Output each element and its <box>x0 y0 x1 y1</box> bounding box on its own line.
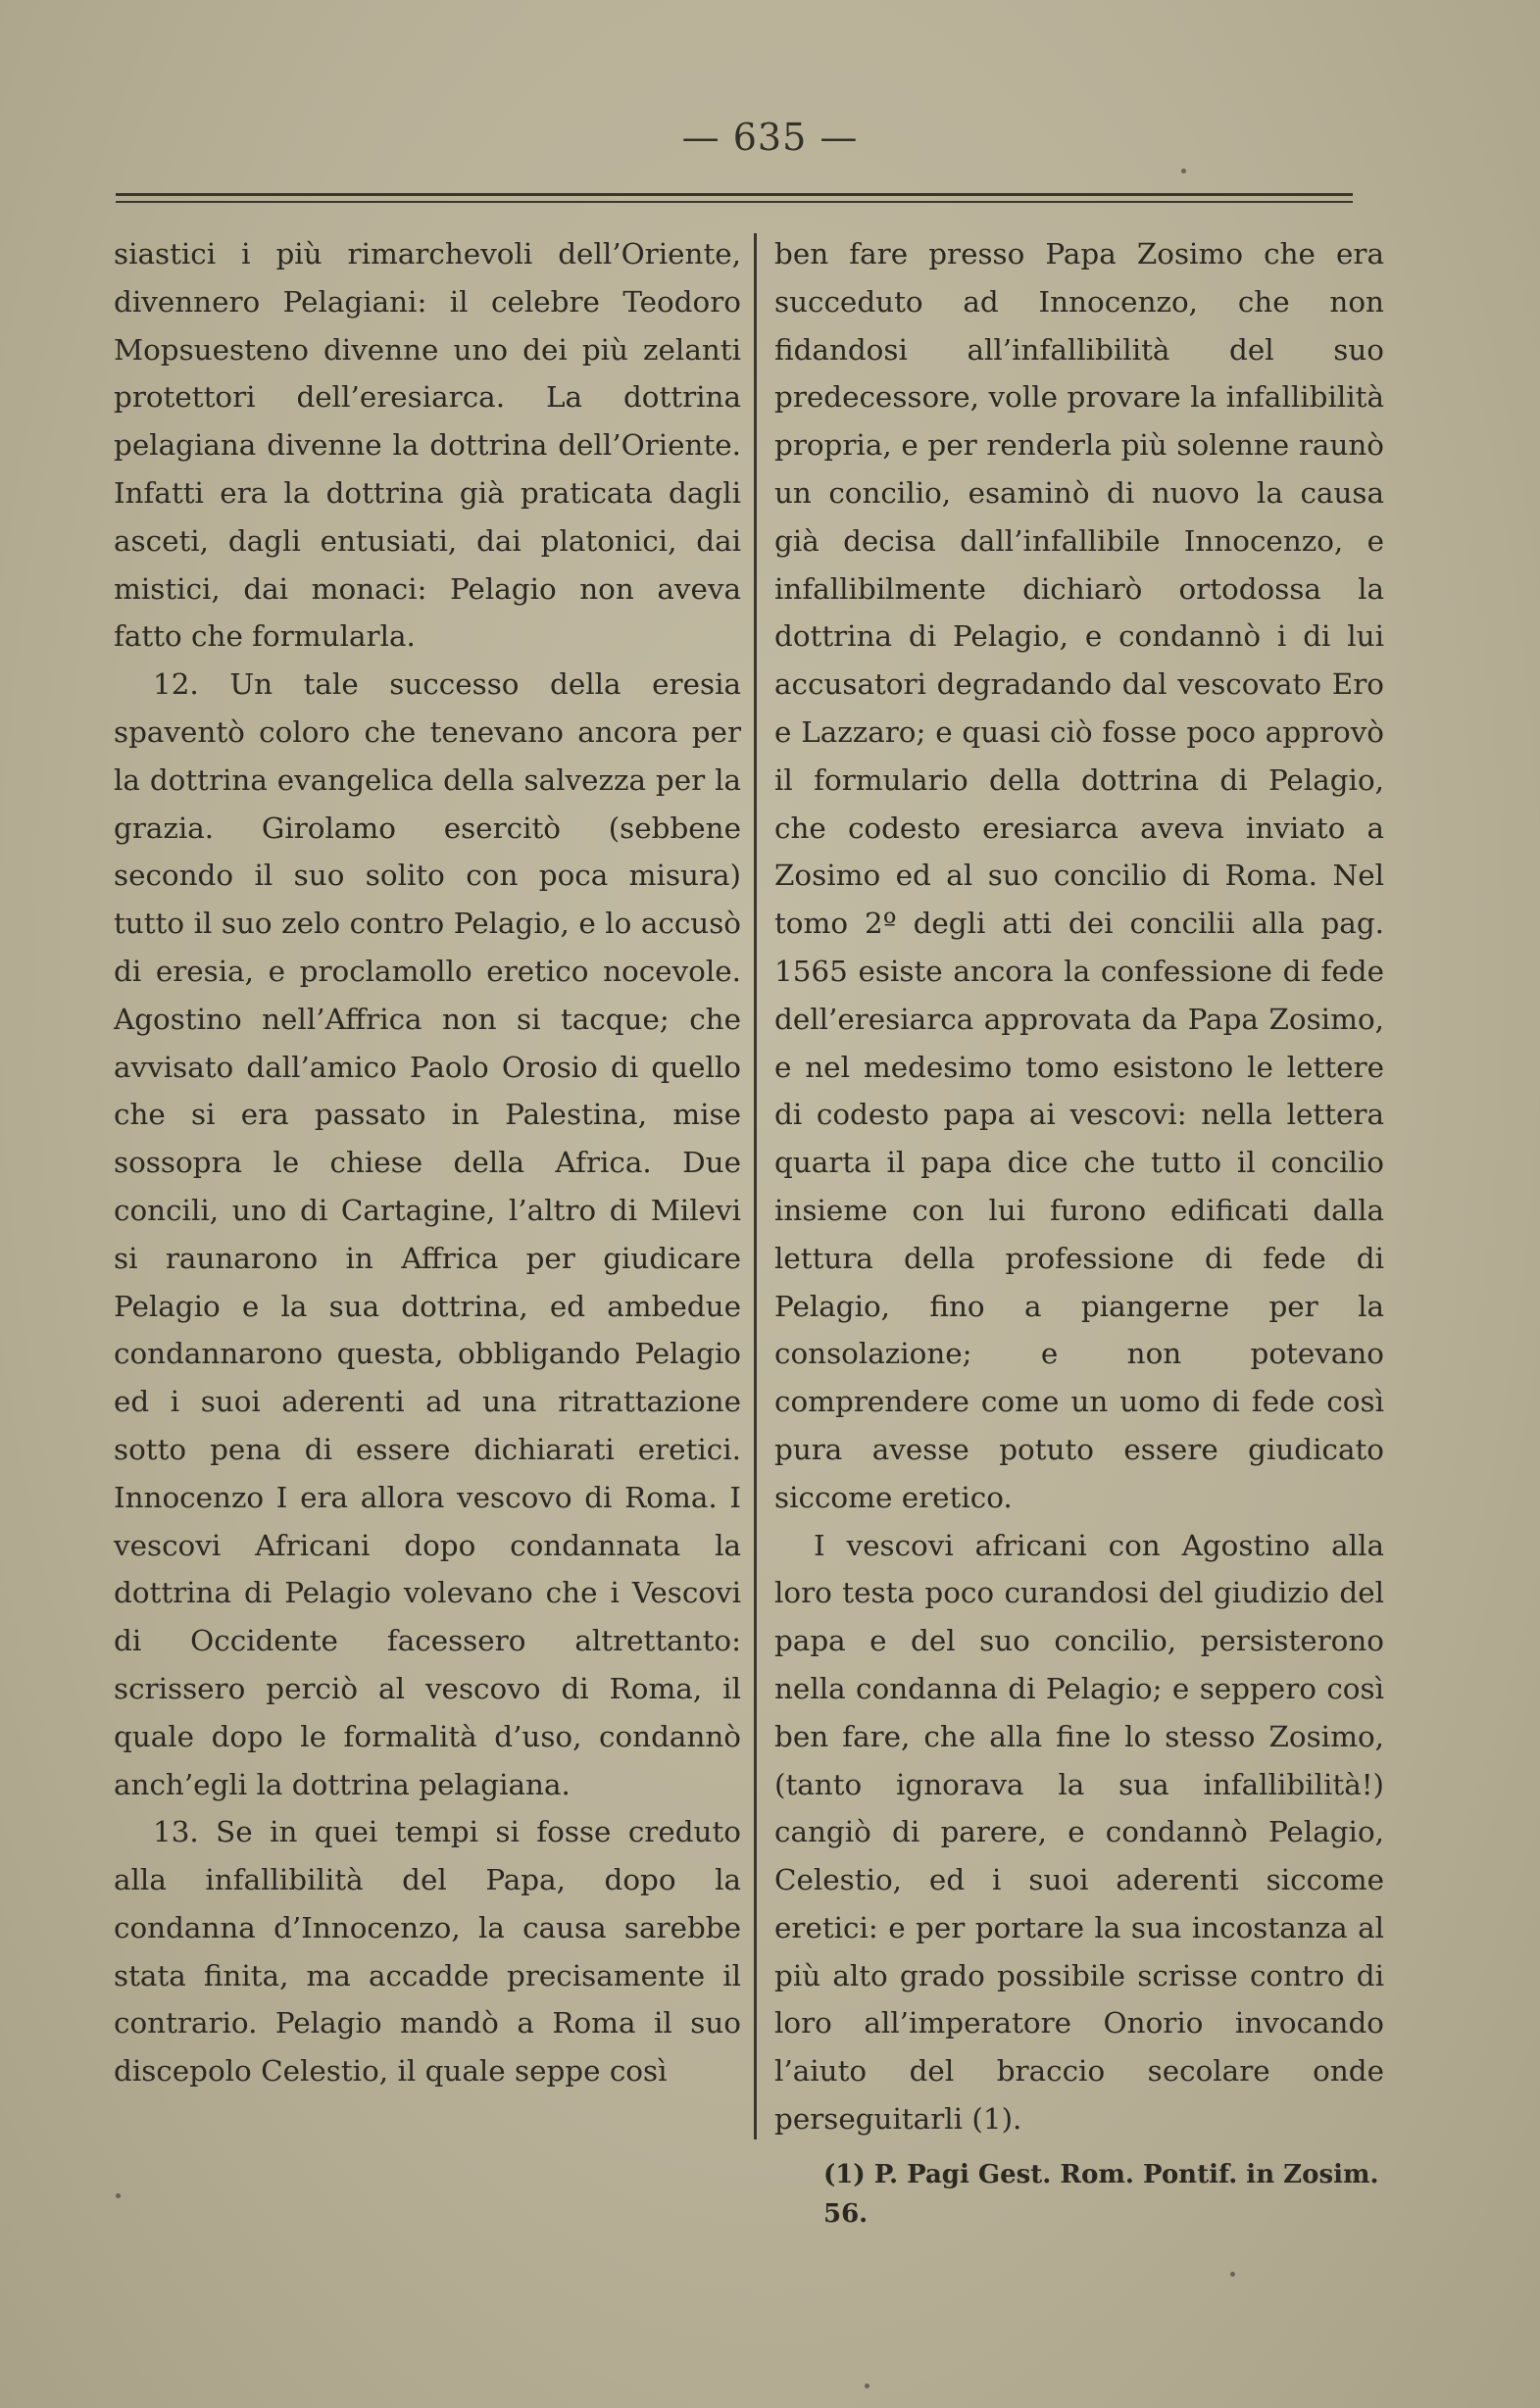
left-column <box>114 230 741 2095</box>
header-rule <box>116 193 1353 196</box>
footnote: (1) P. Pagi Gest. Rom. Pontif. in Zosim. 56. <box>823 2159 1379 2229</box>
right-column <box>774 230 1384 2234</box>
column-divider <box>754 233 757 2139</box>
paragraph: ben fare presso Papa Zosimo che era succeduto ad Innocenzo, che non fidandosi all’infallibilità del suo predecessore, volle provare la infallibilità propria, e per renderla più solenne raunò un concilio, esaminò di nuovo la causa già decisa dall’infallibile Innocenzo, e infallibilmente dichiarò ortodossa la dottrina di Pelagio, e condannò i di lui accusatori degradando dal vescovato Ero e Lazzaro; e quasi ciò fosse poco approvò il formulario della dottrina di Pelagio, che codesto eresiarca aveva inviato a Zosimo ed al suo concilio di Roma. Nel tomo 2º degli atti dei concilii alla pag. 1565 esiste ancora la confessione di fede dell’eresiarca approvata da Papa Zosimo, e nel medesimo tomo esistono le lettere di codesto papa ai vescovi: nella lettera quarta il papa dice che tutto il concilio insieme con lui furono edificati dalla lettura della professione di fede di Pelagio, fino a piangerne per la consolazione; e non potevano comprendere come un uomo di fede così pura avesse potuto essere giudicato siccome eretico. <box>774 237 1384 1514</box>
paper-speck <box>1230 2272 1235 2277</box>
paper-speck <box>1181 169 1186 173</box>
paper-speck <box>116 2193 121 2198</box>
paragraph-12: 12. Un tale successo della eresia spaventò coloro che tenevano ancora per la dottrina evangelica della salvezza per la grazia. Girolamo esercitò (sebbene secondo il suo solito con poca misura) tutto il suo zelo contro Pelagio, e lo accusò di eresia, e proclamollo eretico nocevole. Agostino nell’Affrica non si tacque; che avvisato dall’amico Paolo Orosio di quello che si era passato in Palestina, mise sossopra le chiese della Africa. Due concili, uno di Cartagine, l’altro di Milevi si raunarono in Affrica per giudicare Pelagio e la sua dottrina, ed ambedue condannarono questa, obbligando Pelagio ed i suoi aderenti ad una ritrattazione sotto pena di essere dichiarati eretici. Innocenzo I era allora vescovo di Roma. I vescovi Africani dopo condannata la dottrina di Pelagio volevano che i Vescovi di Occidente facessero altrettanto: scrissero perciò al vescovo di Roma, il quale dopo le formalità d’uso, condannò anch’egli la dottrina pelagiana. <box>114 667 741 1801</box>
paragraph: I vescovi africani con Agostino alla loro testa poco curandosi del giudizio del papa e del suo concilio, persisterono nella condanna di Pelagio; e seppero così ben fare, che alla fine lo stesso Zosimo, (tanto ignorava la sua infallibilità!) cangiò di parere, e condannò Pelagio, Celestio, ed i suoi aderenti siccome eretici: e per portare la sua incostanza al più alto grado possibile scrisse contro di loro all’imperatore Onorio invocando l’aiuto del braccio secolare onde perseguitarli (1). <box>774 1528 1384 2137</box>
paragraph: siastici i più rimarchevoli dell’Oriente, divennero Pelagiani: il celebre Teodoro Mopsuesteno divenne uno dei più zelanti protettori dell’eresiarca. La dottrina pelagiana divenne la dottrina dell’Oriente. Infatti era la dottrina già praticata dagli asceti, dagli entusiati, dai platonici, dai mistici, dai monaci: Pelagio non aveva fatto che formularla. <box>114 237 741 654</box>
paper-speck <box>865 2383 869 2388</box>
page-number: — 635 — <box>681 116 859 159</box>
header-rule-thin <box>116 201 1353 203</box>
paragraph-13: 13. Se in quei tempi si fosse creduto alla infallibilità del Papa, dopo la condanna d’Innocenzo, la causa sarebbe stata finita, ma accadde precisamente il contrario. Pelagio mandò a Roma il suo discepolo Celestio, il quale seppe così <box>114 1815 741 2089</box>
